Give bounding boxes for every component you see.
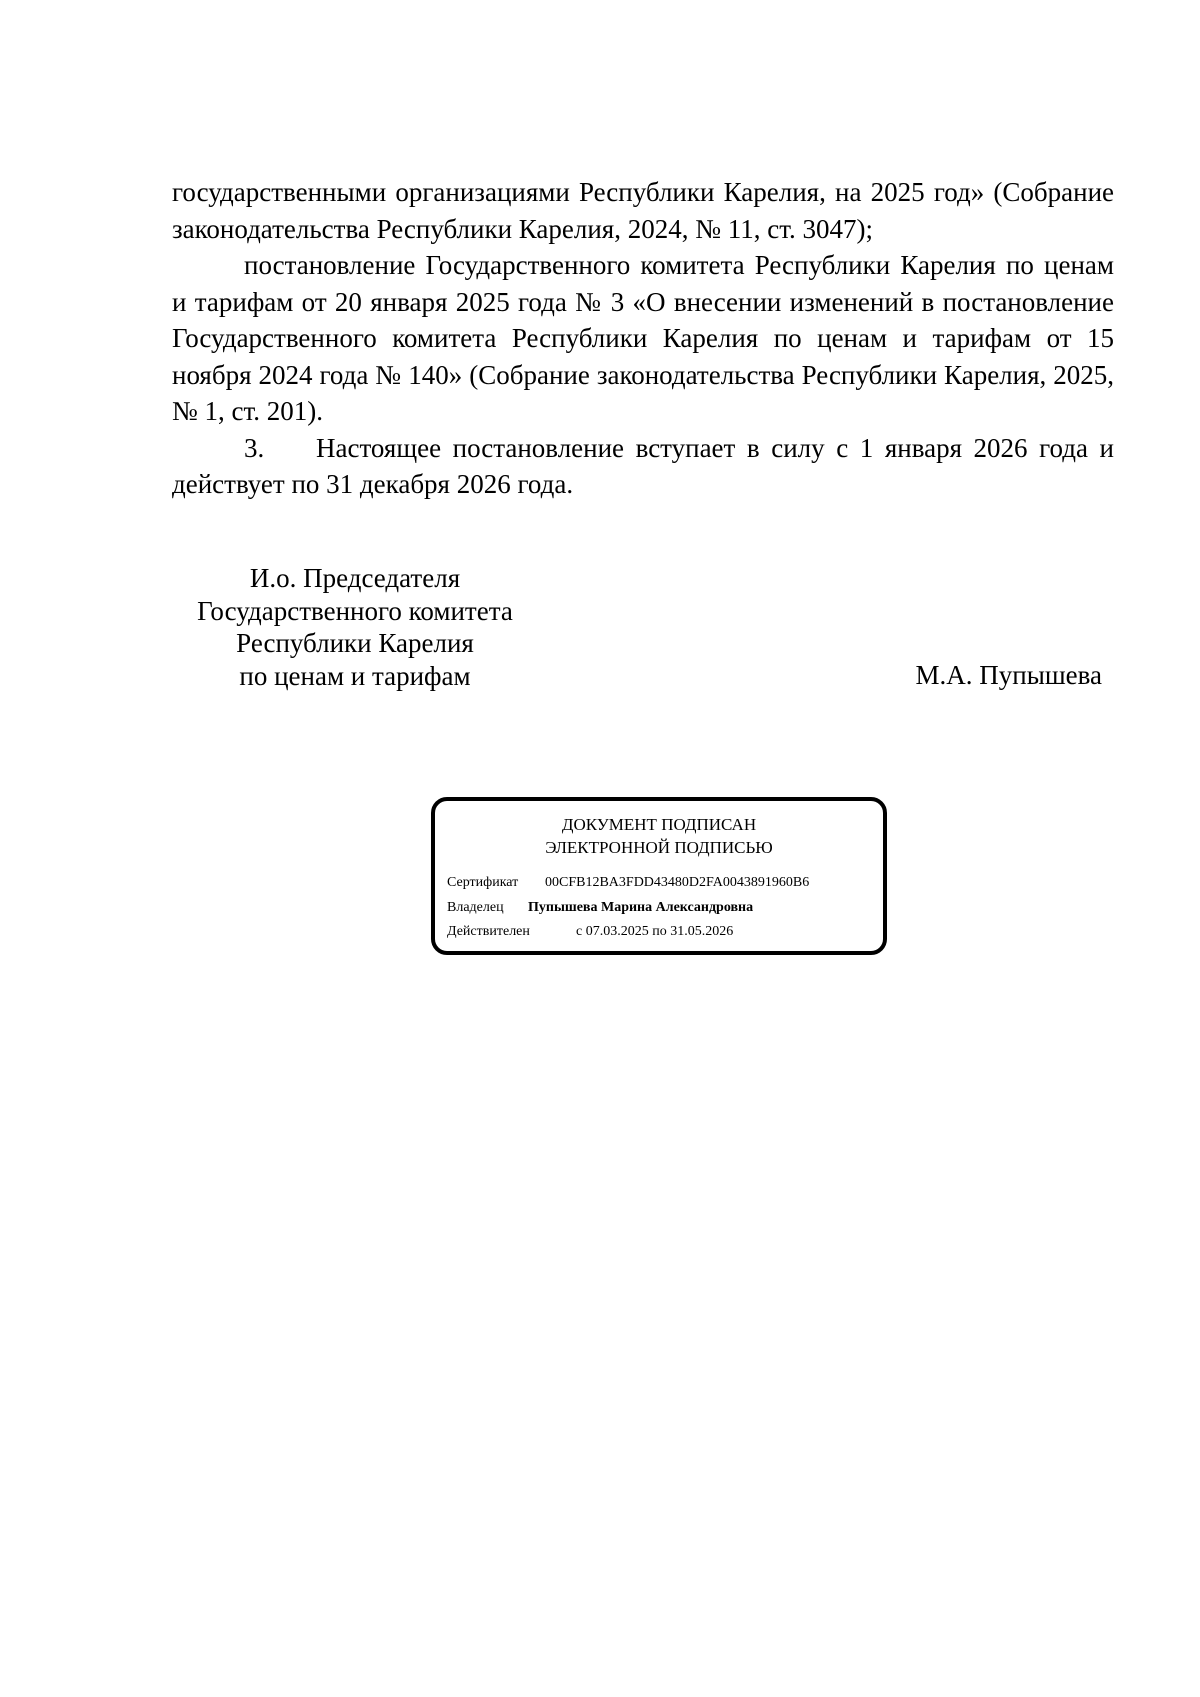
signatory-name: М.А. Пупышева (915, 660, 1102, 690)
stamp-owner-value: Пупышева Марина Александровна (528, 900, 754, 915)
stamp-certificate-label: Сертификат (447, 875, 519, 890)
paragraph-effective-date (172, 430, 1114, 503)
stamp-validity-value: с 07.03.2025 по 31.05.2026 (576, 924, 734, 939)
stamp-validity-label: Действителен (447, 924, 530, 939)
paragraph-continuation: государственными организациями Республики Карелия, на 2025 год» (Собрание законодательства Республики Карелия, 2024, № 11, ст. 3047); (172, 177, 1114, 244)
paragraph-number: 3. (244, 432, 265, 463)
stamp-title-line: ЭЛЕКТРОННОЙ ПОДПИСЬЮ (545, 838, 773, 857)
paragraph-effective-date-text: Настоящее постановление вступает в силу с 1 января 2026 года и действует по 31 декабря 2026 года. (172, 432, 1114, 499)
stamp-title (435, 813, 883, 859)
signatory-position-line: И.о. Председателя (249, 563, 461, 593)
stamp-title-line: ДОКУМЕНТ ПОДПИСАН (561, 815, 757, 834)
signatory-position (172, 562, 538, 692)
stamp-owner-label: Владелец (447, 900, 504, 915)
signatory-position-line: по ценам и тарифам (239, 660, 471, 691)
paragraph-resolution-reference: постановление Государственного комитета Республики Карелия по ценам и тарифам от 20 января 2025 года № 3 «О внесении изменений в постановление Государственного комитета Республики Карелия по ценам и тарифам от 15 ноября 2024 года № 140» (Собрание законодательства Республики Карелия, 2025, № 1, ст. 201). (172, 250, 1114, 426)
signatory-position-line: Государственного комитета (197, 595, 513, 626)
signatory-position-line: Республики Карелия (236, 628, 474, 658)
stamp-certificate-row (447, 875, 809, 891)
stamp-owner-row (447, 900, 753, 916)
stamp-validity-row (447, 924, 733, 940)
electronic-signature-stamp (431, 797, 887, 955)
document-body (172, 174, 1114, 503)
stamp-certificate-value: 00CFB12BA3FDD43480D2FA0043891960B6 (545, 875, 810, 890)
